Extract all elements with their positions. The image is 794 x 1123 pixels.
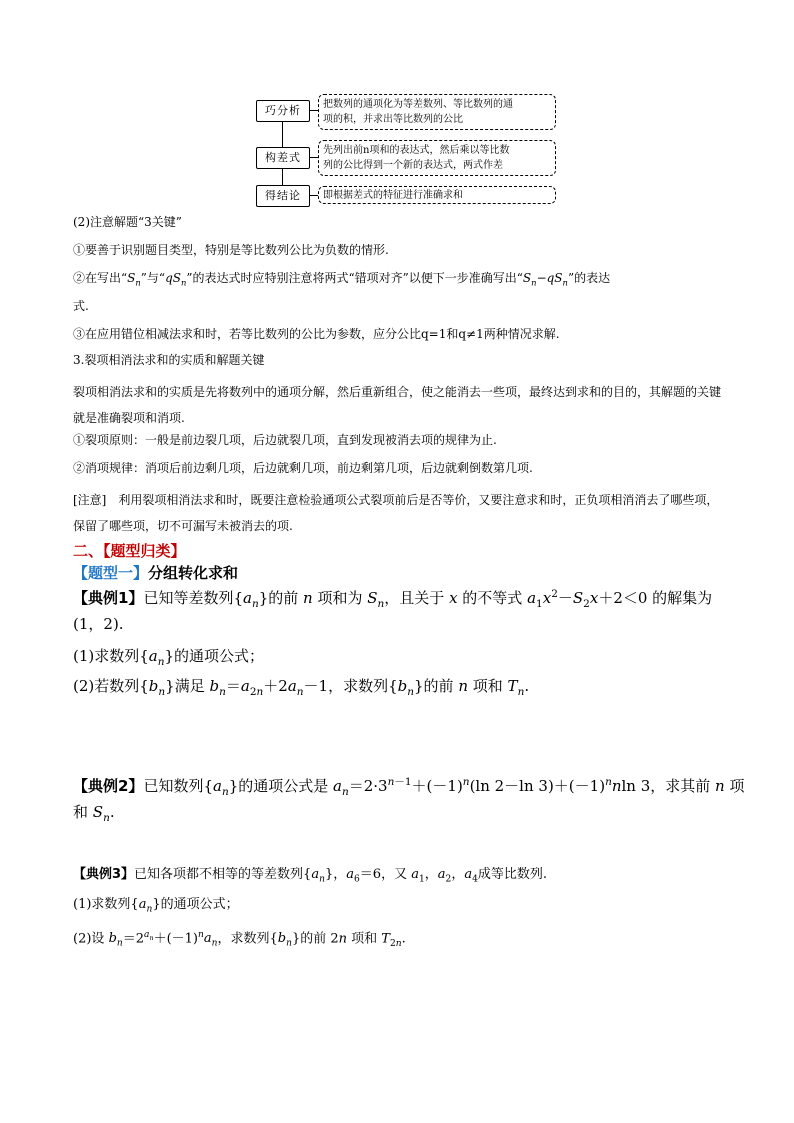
- flow-desc-line: 列的公比得到一个新的表达式，两式作差: [323, 160, 503, 171]
- notes-item-3: ③在应用错位相减法求和时，若等比数列的公比为参数，应分公比q=1和q≠1两种情况求解.: [73, 327, 560, 341]
- text-fragment: ”与“: [140, 271, 166, 285]
- flow-step-conclude: 得结论: [256, 185, 310, 207]
- flow-desc-construct: [318, 140, 556, 176]
- flow-desc-analyze: [318, 94, 556, 130]
- type1-title: 分组转化求和: [148, 564, 239, 582]
- example-1: 【典例1】已知等差数列$\{a_n\}$的前 n 项和为 $S_n$，且关于 x 的不等式 $a_1x^2-S_2x+2<0$ 的解集为: [73, 588, 713, 610]
- example-3-tag: 【典例3】: [73, 867, 135, 882]
- example-1-q1: (1)求数列$\{a_n\}$的通项公式；: [73, 647, 265, 668]
- flow-desc-line: 即根据差式的特征进行准确求和: [323, 190, 463, 201]
- example-2: 【典例2】已知数列$\{a_n\}$的通项公式是 $a_n=2\cdot 3^{n-1}+(-1)^n(\ln$ 2－ln $3)+(-1)^nnln$ 3，求其前 n 项: [73, 776, 745, 798]
- flow-desc-line: 项的积，并求出等比数列的公比: [323, 114, 463, 125]
- example-1-q2: (2)若数列$\{b_n\}$满足 $b_n=a_{2n}+2a_n-1$，求数列$\{b_n\}$的前 n 项和 $T_n$.: [73, 677, 530, 698]
- notes-item-6: ②消项规律：消项后前边剩几项，后边就剩几项，前边剩第几项，后边就剩倒数第几项.: [73, 461, 533, 475]
- notes-item-2: ②在写出“$S_n$”与“$qS_n$”的表达式时应特别注意将两式“错项对齐”以便下一步准确写出“$S_n-qS_n$”的表达: [73, 271, 611, 288]
- type1-tag: 【题型一】: [73, 564, 149, 582]
- text-fragment: ”的表达: [567, 271, 611, 285]
- flow-desc-line: 把数列的通项化为等差数列、等比数列的通: [323, 99, 513, 110]
- example-3: 【典例3】已知各项都不相等的等差数列$\{a_n\}$，$a_6=6$，又 $a_1$，$a_2$，$a_4$成等比数列.: [73, 867, 548, 885]
- flow-connector: [310, 195, 318, 196]
- notes-warning: [注意] 利用裂项相消法求和时，既要注意检验通项公式裂项前后是否等价，又要注意求和时，正负项相消消去了哪些项，保留了哪些项，切不可漏写未被消去的项.: [73, 493, 719, 533]
- example-2-cont: 和 $S_n$.: [73, 803, 115, 824]
- section-title: 二、【题型归类】: [73, 542, 186, 560]
- type1-heading: [73, 562, 238, 583]
- example-1-tag: 【典例1】: [73, 589, 144, 607]
- text-fragment: ②在写出“: [73, 271, 128, 285]
- example-1-cont: (1，2).: [73, 615, 124, 633]
- notes-item-5: ①裂项原则：一般是前边裂几项，后边就裂几项，直到发现被消去项的规律为止.: [73, 433, 497, 447]
- notes-item-2-cont: 式.: [73, 299, 89, 313]
- flow-connector: [310, 110, 318, 111]
- notes-para-4: 裂项相消法求和的实质是先将数列中的通项分解，然后重新组合，使之能消去一些项，最终达到求和的目的，其解题的关键就是准确裂项和消项.: [73, 385, 722, 425]
- notes-item-1: ①要善于识别题目类型，特别是等比数列公比为负数的情形.: [73, 243, 389, 257]
- flowchart: [256, 90, 566, 210]
- flow-step-analyze: 巧分析: [256, 100, 310, 122]
- example-3-q1: (1)求数列$\{a_n\}$的通项公式；: [73, 897, 239, 915]
- notes-heading-3: 3.裂项相消法求和的实质和解题关键: [73, 353, 265, 367]
- example-2-tag: 【典例2】: [73, 777, 144, 795]
- notes-heading: (2)注意解题“3关键”: [73, 215, 182, 229]
- flow-step-construct: 构差式: [256, 147, 310, 169]
- flow-desc-line: 先列出前n项和的表达式，然后乘以等比数: [323, 145, 510, 156]
- flow-connector: [310, 157, 318, 158]
- example-3-q2: (2)设 $b_n=2^{a_n}+(-1)^na_n$，求数列$\{b_n\}$的前 2n 项和 $T_{2n}$.: [73, 930, 406, 949]
- text-fragment: ”的表达式时应特别注意将两式“错项对齐”以便下一步准确写出“: [186, 271, 523, 285]
- flow-desc-conclude: [318, 186, 556, 204]
